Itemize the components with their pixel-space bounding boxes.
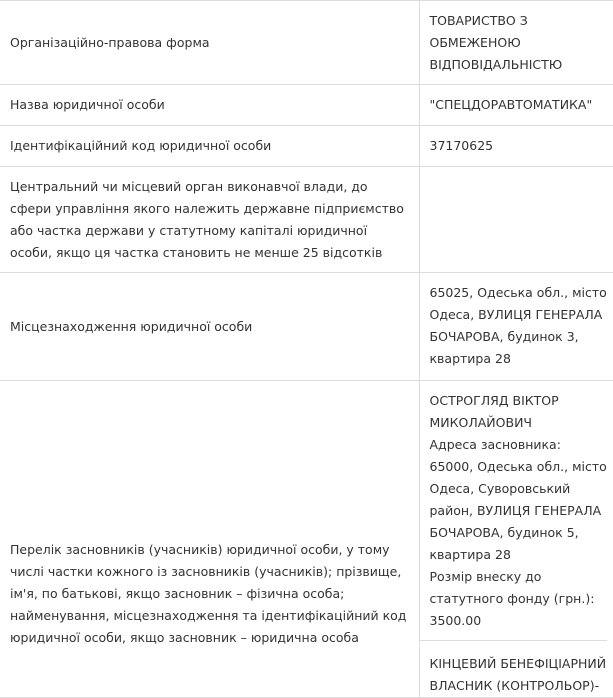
field-label: Перелік засновників (учасників) юридичної особи, у тому числі частки кожного із засновників (учасників); прізвище, ім'я, по батькові, якщо засновник – фізична особа; найменування, місцезнаходження та ідентифікаційний код юридичної особи, якщо засновник – юридична особа bbox=[0, 381, 419, 698]
founders-cell bbox=[419, 381, 613, 698]
field-label: Місцезнаходження юридичної особи bbox=[0, 273, 419, 381]
field-value: 37170625 bbox=[419, 126, 613, 167]
table-row bbox=[0, 273, 613, 381]
field-label: Центральний чи місцевий орган виконавчої влади, до сфери управління якого належить державне підприємство або частка держави у статутному капіталі юридичної особи, якщо ця частка становить не менше 25 відсотків bbox=[0, 167, 419, 273]
table-row bbox=[0, 167, 613, 273]
field-label: Назва юридичної особи bbox=[0, 85, 419, 126]
founder-contribution: Розмір внеску до статутного фонду (грн.): 3500.00 bbox=[429, 569, 595, 628]
field-label: Організаційно-правова форма bbox=[0, 1, 419, 85]
table-row bbox=[0, 381, 613, 698]
field-label: Ідентифікаційний код юридичної особи bbox=[0, 126, 419, 167]
beneficiary-heading: КІНЦЕВИЙ БЕНЕФІЦІАРНИЙ ВЛАСНИК (КОНТРОЛЬОР)- bbox=[420, 640, 608, 697]
table-row bbox=[0, 126, 613, 167]
field-value bbox=[419, 167, 613, 273]
table-row bbox=[0, 1, 613, 85]
field-value: "СПЕЦДОРАВТОМАТИКА" bbox=[419, 85, 613, 126]
table-row bbox=[0, 85, 613, 126]
founder-address: Адреса засновника: 65000, Одеська обл., місто Одеса, Суворовський район, ВУЛИЦЯ ГЕНЕРАЛА БОЧАРОВА, будинок 5, квартира 28 bbox=[429, 437, 607, 562]
field-value: 65025, Одеська обл., місто Одеса, ВУЛИЦЯ ГЕНЕРАЛА БОЧАРОВА, будинок 3, квартира 28 bbox=[419, 273, 613, 381]
field-value: ТОВАРИСТВО З ОБМЕЖЕНОЮ ВІДПОВІДАЛЬНІСТЮ bbox=[419, 1, 613, 85]
founder-name: ОСТРОГЛЯД ВІКТОР МИКОЛАЙОВИЧ bbox=[429, 393, 559, 430]
